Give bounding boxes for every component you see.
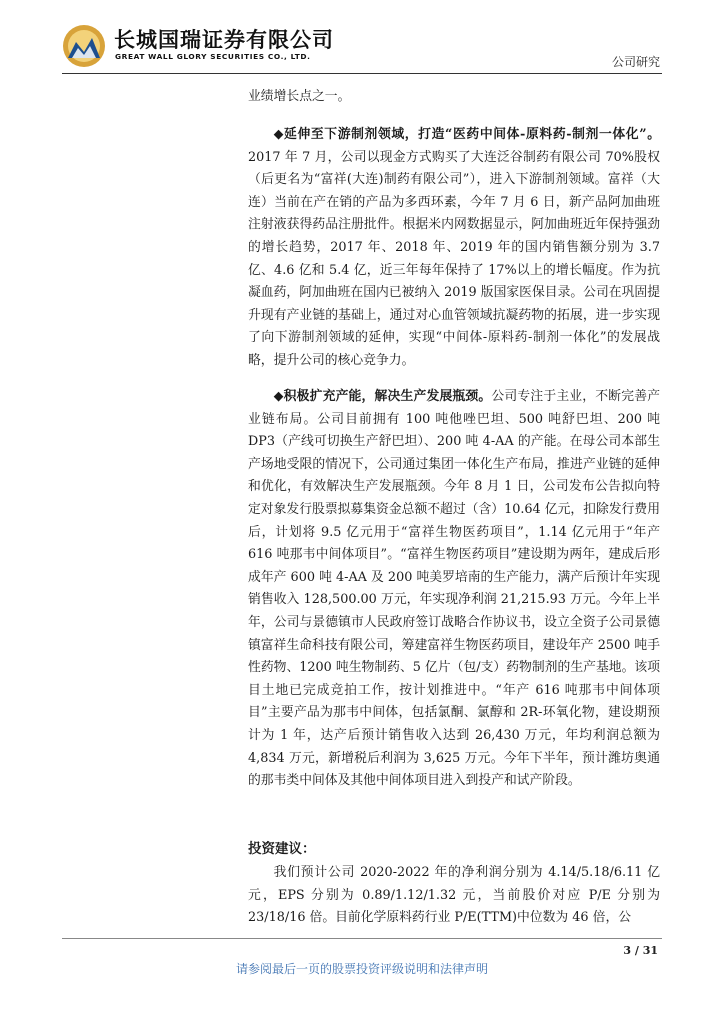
investment-advice-heading: 投资建议： — [248, 841, 316, 857]
paragraph-text: 2017 年 7 月，公司以现金方式购买了大连泛谷制药有限公司 70%股权（后更名为“富祥(大连)制药有限公司”），进入下游制剂领域。富祥（大连）当前在产在销的产品为多西环素，今年 7 月 6 日，新产品阿加曲班注射液获得药品注册批件。根据米内网数据显示，阿加曲班近年保持强劲的增长趋势，2017 年、2018 年、2019 年的国内销售额分别为 3.7 亿、4.6 亿和 5.4 亿，近三年每年保持了 17%以上的增长幅度。作为抗凝血药，阿加曲班在国内已被纳入 2019 版国家医保目录。公司在巩固提升现有产业链的基础上，通过对心血管领域抗凝药物的拓展，进一步实现了向下游制剂领域的延伸，实现“中间体-原料药-制剂一体化”的发展战略，提升公司的核心竞争力。 — [248, 149, 660, 368]
company-name-cn: 长城国瑞证券有限公司 — [114, 28, 334, 52]
paragraph-investment: 我们预计公司 2020-2022 年的净利润分别为 4.14/5.18/6.11 亿元，EPS 分别为 0.89/1.12/1.32 元，当前股价对应 P/E 分别为 23/18/16 倍。目前化学原料药行业 P/E(TTM)中位数为 46 倍，公 — [248, 865, 660, 926]
paragraph-text: 公司专注于主业，不断完善产业链布局。公司目前拥有 100 吨他唑巴坦、500 吨舒巴坦、200 吨 DP3（产线可切换生产舒巴坦）、200 吨 4-AA 的产能。在母公司本部生产场地受限的情况下，公司通过集团一体化生产布局，推进产业链的延伸和优化，有效解决生产发展瓶颈。今年 8 月 1 日，公司发布公告拟向特定对象发行股票拟募集资金总额不超过（含）10.64 亿元，扣除发行费用后，计划将 9.5 亿元用于“富祥生物医药项目”，1.14 亿元用于“年产 616 吨那韦中间体项目”。“富祥生物医药项目”建设期为两年，建成后形成年产 600 吨 4-AA 及 200 吨美罗培南的生产能力，满产后预计年实现销售收入 128,500.00 万元，年实现净利润 21,215.93 万元。今年上半年，公司与景德镇市人民政府签订战略合作协议书，设立全资子公司景德镇富祥生命科技有限公司，筹建富祥生物医药项目，建设年产 2500 吨手性药物、1200 吨生物制药、5 亿片（包/支）药物制剂的生产基地。该项目土地已完成竞拍工作，按计划推进中。“年产 616 吨那韦中间体项目”主要产品为那韦中间体，包括氯酮、氯醇和 2R-环氧化物，建设期预计为 1 年，达产后预计销售收入达到 26,430 万元，年均利润总额为 4,834 万元，新增税后利润为 3,625 万元。今年下半年，预计潍坊奥通的那韦类中间体及其他中间体项目进入到投产和试产阶段。 — [248, 389, 661, 789]
footer-divider — [62, 938, 662, 939]
paragraph-continuation: 业绩增长点之一。 — [248, 89, 351, 104]
page-number: 3 / 31 — [623, 944, 658, 957]
company-logo-icon — [62, 24, 106, 68]
disclaimer-link[interactable]: 请参阅最后一页的股票投资评级说明和法律声明 — [235, 962, 488, 976]
company-name-en: GREAT WALL GLORY SECURITIES CO., LTD. — [115, 52, 311, 61]
paragraph-lead: ◆积极扩充产能，解决生产发展瓶颈。 — [273, 389, 492, 404]
header-divider — [62, 73, 662, 74]
paragraph-lead: ◆延伸至下游制剂领域，打造“医药中间体-原料药-制剂一体化”。 — [273, 127, 660, 142]
page-header — [0, 0, 724, 80]
paragraph-capacity — [248, 386, 660, 793]
section-label: 公司研究 — [611, 55, 660, 69]
paragraph-downstream — [248, 124, 660, 373]
